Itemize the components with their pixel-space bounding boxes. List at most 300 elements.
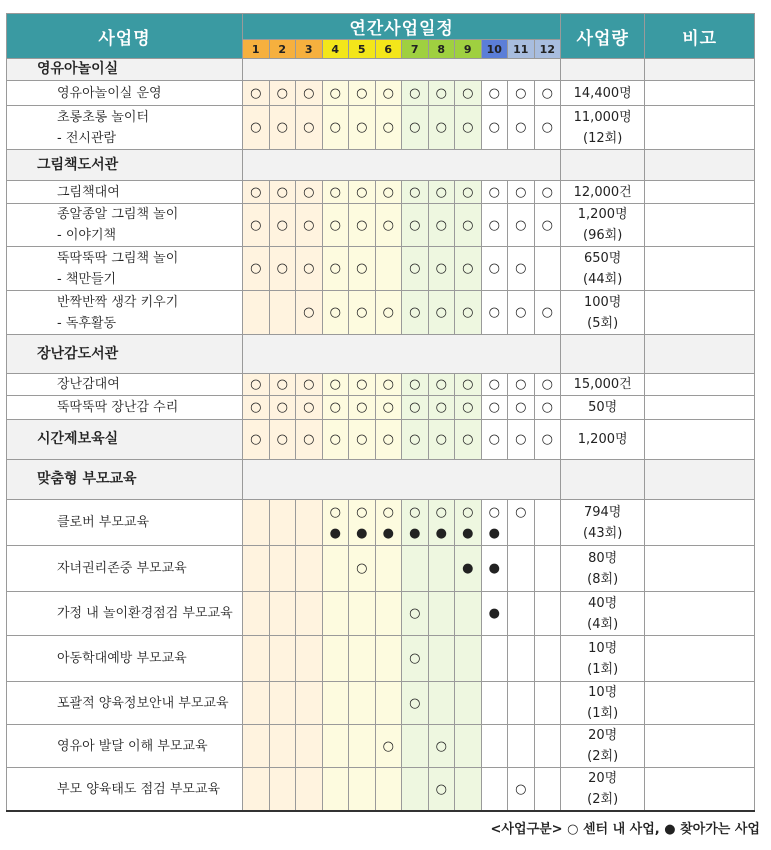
month-cell bbox=[375, 592, 402, 636]
center-mark: ○ bbox=[250, 400, 262, 415]
center-mark: ○ bbox=[276, 400, 288, 415]
month-cell bbox=[534, 106, 561, 150]
center-mark: ○ bbox=[303, 305, 315, 320]
month-cell bbox=[534, 768, 561, 812]
section-note-empty bbox=[645, 335, 755, 374]
month-cell bbox=[508, 725, 535, 768]
month-cell bbox=[455, 204, 482, 247]
month-cell bbox=[534, 291, 561, 335]
col-header-schedule: 연간사업일정 bbox=[243, 14, 561, 40]
note-cell bbox=[645, 592, 755, 636]
program-title: 아동학대예방 부모교육 bbox=[57, 651, 187, 666]
month-cell bbox=[508, 636, 535, 682]
section-row bbox=[7, 150, 755, 181]
quantity-cell bbox=[561, 546, 645, 592]
month-cell bbox=[322, 247, 349, 291]
month-cell bbox=[349, 204, 376, 247]
month-cell bbox=[322, 291, 349, 335]
center-mark: ○ bbox=[541, 184, 553, 200]
month-cell bbox=[402, 291, 429, 335]
section-fill bbox=[243, 59, 561, 81]
month-cell bbox=[481, 768, 508, 812]
month-cell bbox=[481, 396, 508, 420]
month-cell bbox=[243, 181, 270, 204]
section-title: 그림책도서관 bbox=[7, 150, 243, 181]
center-mark: ○ bbox=[409, 305, 421, 320]
month-cell bbox=[375, 181, 402, 204]
month-cell bbox=[534, 247, 561, 291]
center-mark: ○ bbox=[488, 400, 500, 415]
program-name bbox=[7, 374, 243, 396]
quantity-value: 10명 bbox=[588, 640, 618, 656]
month-cell bbox=[296, 768, 323, 812]
month-header: 4 bbox=[322, 40, 349, 59]
quantity-sessions: (1회) bbox=[587, 661, 619, 677]
center-mark: ○ bbox=[515, 432, 527, 447]
center-mark: ○ bbox=[462, 217, 474, 233]
month-cell bbox=[508, 768, 535, 812]
month-header: 10 bbox=[481, 40, 508, 59]
month-cell bbox=[375, 106, 402, 150]
note-cell bbox=[645, 247, 755, 291]
month-cell bbox=[269, 682, 296, 725]
center-mark: ○ bbox=[488, 261, 500, 276]
month-cell bbox=[402, 247, 429, 291]
table-row bbox=[7, 546, 755, 592]
quantity-cell bbox=[561, 204, 645, 247]
outreach-mark: ● bbox=[488, 525, 500, 541]
center-mark: ○ bbox=[303, 85, 315, 101]
section-row bbox=[7, 335, 755, 374]
quantity-cell bbox=[561, 636, 645, 682]
month-cell bbox=[322, 204, 349, 247]
month-cell bbox=[402, 181, 429, 204]
month-cell bbox=[322, 682, 349, 725]
center-mark: ○ bbox=[409, 261, 421, 276]
month-cell bbox=[534, 81, 561, 106]
outreach-mark: ● bbox=[356, 525, 368, 541]
center-mark: ○ bbox=[356, 432, 368, 447]
section-row bbox=[7, 59, 755, 81]
center-mark bbox=[296, 523, 322, 544]
center-mark: ○ bbox=[250, 217, 262, 233]
center-mark: ○ bbox=[329, 377, 341, 392]
section-note-empty bbox=[645, 150, 755, 181]
month-cell bbox=[269, 500, 296, 546]
month-cell bbox=[428, 374, 455, 396]
center-mark: ○ bbox=[435, 305, 447, 320]
quantity-value: 20명 bbox=[588, 771, 618, 786]
month-header: 8 bbox=[428, 40, 455, 59]
month-cell bbox=[375, 420, 402, 460]
month-header: 3 bbox=[296, 40, 323, 59]
month-cell bbox=[349, 420, 376, 460]
center-mark: ○ bbox=[382, 184, 394, 200]
quantity-value: 15,000건 bbox=[573, 377, 632, 392]
center-mark bbox=[243, 523, 269, 544]
month-cell bbox=[428, 81, 455, 106]
month-cell bbox=[428, 247, 455, 291]
month-cell bbox=[508, 204, 535, 247]
center-mark bbox=[296, 502, 322, 523]
month-cell bbox=[296, 682, 323, 725]
month-cell bbox=[428, 768, 455, 812]
program-name bbox=[7, 682, 243, 725]
month-cell bbox=[428, 181, 455, 204]
month-cell bbox=[455, 725, 482, 768]
month-cell bbox=[243, 725, 270, 768]
center-mark: ○ bbox=[409, 120, 421, 135]
table-row bbox=[7, 636, 755, 682]
month-cell bbox=[508, 682, 535, 725]
month-cell bbox=[243, 592, 270, 636]
month-cell bbox=[296, 81, 323, 106]
month-cell bbox=[349, 725, 376, 768]
center-mark: ○ bbox=[541, 120, 553, 135]
outreach-mark: ● bbox=[382, 525, 394, 541]
month-cell bbox=[375, 396, 402, 420]
month-cell bbox=[269, 106, 296, 150]
month-cell bbox=[534, 636, 561, 682]
center-mark: ○ bbox=[435, 738, 447, 754]
center-mark: ○ bbox=[382, 738, 394, 754]
program-title: 가정 내 놀이환경점검 부모교육 bbox=[57, 606, 233, 621]
center-mark: ○ bbox=[329, 400, 341, 415]
program-name bbox=[7, 725, 243, 768]
month-cell bbox=[428, 682, 455, 725]
center-mark: ○ bbox=[541, 377, 553, 392]
month-cell bbox=[243, 546, 270, 592]
month-cell bbox=[296, 725, 323, 768]
month-cell bbox=[296, 420, 323, 460]
month-cell bbox=[508, 396, 535, 420]
month-cell bbox=[322, 636, 349, 682]
note-cell bbox=[645, 204, 755, 247]
month-cell bbox=[349, 592, 376, 636]
center-mark: ○ bbox=[382, 305, 394, 320]
center-mark: ○ bbox=[435, 377, 447, 392]
table-row bbox=[7, 204, 755, 247]
center-mark: ○ bbox=[329, 85, 341, 101]
month-cell bbox=[455, 247, 482, 291]
center-mark: ○ bbox=[462, 85, 474, 101]
table-row bbox=[7, 682, 755, 725]
note-cell bbox=[645, 291, 755, 335]
month-cell bbox=[296, 204, 323, 247]
quantity-cell bbox=[561, 106, 645, 150]
section-qty-empty bbox=[561, 59, 645, 81]
section-fill bbox=[243, 460, 561, 500]
program-title: 클로버 부모교육 bbox=[57, 515, 150, 530]
program-name bbox=[7, 420, 243, 460]
month-cell bbox=[243, 396, 270, 420]
month-cell bbox=[402, 546, 429, 592]
month-cell bbox=[375, 682, 402, 725]
program-name bbox=[7, 636, 243, 682]
month-cell bbox=[455, 682, 482, 725]
center-mark: ○ bbox=[382, 217, 394, 233]
section-qty-empty bbox=[561, 460, 645, 500]
center-mark: ○ bbox=[276, 120, 288, 135]
month-cell bbox=[243, 291, 270, 335]
note-cell bbox=[645, 181, 755, 204]
outreach-mark: ● bbox=[488, 561, 500, 576]
month-cell bbox=[269, 374, 296, 396]
outreach-mark: ● bbox=[462, 525, 474, 541]
month-cell bbox=[508, 181, 535, 204]
center-mark: ○ bbox=[541, 305, 553, 320]
table-row bbox=[7, 592, 755, 636]
program-name bbox=[7, 204, 243, 247]
month-cell bbox=[349, 768, 376, 812]
month-header: 12 bbox=[534, 40, 561, 59]
month-header: 6 bbox=[375, 40, 402, 59]
center-mark: ○ bbox=[356, 504, 368, 520]
month-cell bbox=[322, 106, 349, 150]
month-cell bbox=[455, 81, 482, 106]
program-name bbox=[7, 291, 243, 335]
col-header-qty: 사업량 bbox=[561, 14, 645, 59]
center-mark: ○ bbox=[409, 217, 421, 233]
month-cell bbox=[322, 81, 349, 106]
center-mark: ○ bbox=[382, 432, 394, 447]
table-row bbox=[7, 181, 755, 204]
month-cell bbox=[349, 106, 376, 150]
month-cell bbox=[428, 500, 455, 546]
month-cell bbox=[375, 204, 402, 247]
center-mark: ○ bbox=[329, 120, 341, 135]
center-mark: ○ bbox=[515, 85, 527, 101]
outreach-mark: ● bbox=[435, 525, 447, 541]
month-cell bbox=[243, 374, 270, 396]
outreach-mark: ● bbox=[462, 561, 474, 576]
center-mark: ○ bbox=[250, 120, 262, 135]
quantity-sessions: (44회) bbox=[583, 271, 623, 287]
month-cell bbox=[508, 81, 535, 106]
program-subtitle: - 독후활동 bbox=[57, 315, 117, 331]
program-name bbox=[7, 592, 243, 636]
center-mark: ○ bbox=[462, 261, 474, 276]
outreach-mark: ● bbox=[329, 525, 341, 541]
center-mark: ○ bbox=[356, 400, 368, 415]
program-subtitle: - 전시관람 bbox=[57, 130, 117, 146]
center-mark bbox=[270, 502, 296, 523]
month-cell bbox=[269, 636, 296, 682]
month-cell bbox=[534, 374, 561, 396]
month-cell bbox=[296, 106, 323, 150]
note-cell bbox=[645, 500, 755, 546]
note-cell bbox=[645, 725, 755, 768]
center-mark: ○ bbox=[250, 432, 262, 447]
month-cell bbox=[243, 81, 270, 106]
month-cell bbox=[534, 500, 561, 546]
center-mark: ○ bbox=[435, 781, 447, 797]
month-cell bbox=[375, 81, 402, 106]
center-mark: ○ bbox=[488, 120, 500, 135]
quantity-sessions: (1회) bbox=[587, 706, 619, 721]
month-cell bbox=[534, 682, 561, 725]
program-title: 자녀권리존중 부모교육 bbox=[57, 561, 187, 576]
center-mark: ○ bbox=[462, 184, 474, 200]
quantity-cell bbox=[561, 682, 645, 725]
month-cell bbox=[455, 592, 482, 636]
center-mark: ○ bbox=[356, 184, 368, 200]
month-cell bbox=[269, 291, 296, 335]
month-cell bbox=[322, 768, 349, 812]
month-cell bbox=[508, 546, 535, 592]
month-cell bbox=[296, 396, 323, 420]
month-cell bbox=[375, 500, 402, 546]
center-mark: ○ bbox=[303, 432, 315, 447]
month-cell bbox=[534, 396, 561, 420]
month-cell bbox=[455, 396, 482, 420]
program-title: 장난감대여 bbox=[57, 377, 120, 392]
month-cell bbox=[243, 420, 270, 460]
center-mark: ○ bbox=[515, 377, 527, 392]
quantity-sessions: (43회) bbox=[583, 525, 623, 541]
center-mark: ○ bbox=[515, 781, 527, 797]
month-cell bbox=[296, 500, 323, 546]
program-title: 포괄적 양육정보안내 부모교육 bbox=[57, 695, 229, 711]
month-cell bbox=[296, 247, 323, 291]
program-title: 뚝딱뚝딱 그림책 놀이 bbox=[57, 250, 179, 266]
month-cell bbox=[508, 420, 535, 460]
center-mark: ○ bbox=[356, 561, 368, 576]
month-cell bbox=[428, 592, 455, 636]
month-cell bbox=[296, 374, 323, 396]
center-mark bbox=[508, 523, 534, 544]
month-cell bbox=[402, 106, 429, 150]
center-mark: ○ bbox=[329, 432, 341, 447]
month-cell bbox=[508, 106, 535, 150]
program-title: 영유아 발달 이해 부모교육 bbox=[57, 738, 208, 754]
center-mark: ○ bbox=[515, 217, 527, 233]
quantity-cell bbox=[561, 725, 645, 768]
outreach-mark: ● bbox=[409, 525, 421, 541]
center-mark: ○ bbox=[462, 305, 474, 320]
month-header: 5 bbox=[349, 40, 376, 59]
center-mark: ○ bbox=[409, 400, 421, 415]
month-cell bbox=[534, 420, 561, 460]
section-row bbox=[7, 460, 755, 500]
program-name bbox=[7, 106, 243, 150]
month-cell bbox=[296, 636, 323, 682]
month-cell bbox=[481, 725, 508, 768]
month-cell bbox=[508, 592, 535, 636]
section-qty-empty bbox=[561, 150, 645, 181]
month-cell bbox=[322, 592, 349, 636]
quantity-cell bbox=[561, 420, 645, 460]
quantity-value: 14,400명 bbox=[573, 85, 632, 101]
quantity-sessions: (2회) bbox=[587, 749, 619, 764]
table-row bbox=[7, 396, 755, 420]
month-cell bbox=[243, 106, 270, 150]
quantity-cell bbox=[561, 181, 645, 204]
center-mark: ○ bbox=[409, 695, 421, 711]
month-cell bbox=[481, 204, 508, 247]
section-title: 맞춤형 부모교육 bbox=[7, 460, 243, 500]
program-title: 그림책대여 bbox=[57, 184, 120, 200]
center-mark: ○ bbox=[488, 432, 500, 447]
month-cell bbox=[481, 291, 508, 335]
center-mark: ○ bbox=[435, 217, 447, 233]
month-cell bbox=[375, 291, 402, 335]
month-cell bbox=[508, 500, 535, 546]
program-title: 뚝딱뚝딱 장난감 수리 bbox=[57, 400, 179, 415]
col-header-name: 사업명 bbox=[7, 14, 243, 59]
center-mark: ○ bbox=[435, 85, 447, 101]
note-cell bbox=[645, 636, 755, 682]
month-cell bbox=[428, 636, 455, 682]
month-cell bbox=[455, 181, 482, 204]
month-header: 7 bbox=[402, 40, 429, 59]
month-cell bbox=[534, 181, 561, 204]
month-cell bbox=[481, 546, 508, 592]
month-cell bbox=[481, 374, 508, 396]
month-cell bbox=[243, 500, 270, 546]
month-cell bbox=[296, 546, 323, 592]
quantity-cell bbox=[561, 81, 645, 106]
center-mark: ○ bbox=[488, 184, 500, 200]
month-cell bbox=[269, 396, 296, 420]
center-mark: ○ bbox=[515, 305, 527, 320]
quantity-value: 20명 bbox=[588, 728, 618, 743]
month-cell bbox=[349, 247, 376, 291]
month-cell bbox=[375, 768, 402, 812]
center-mark: ○ bbox=[515, 184, 527, 200]
month-cell bbox=[375, 725, 402, 768]
center-mark: ○ bbox=[382, 85, 394, 101]
quantity-cell bbox=[561, 374, 645, 396]
quantity-cell bbox=[561, 592, 645, 636]
month-cell bbox=[349, 636, 376, 682]
center-mark: ○ bbox=[303, 120, 315, 135]
quantity-value: 80명 bbox=[588, 550, 618, 566]
program-name bbox=[7, 247, 243, 291]
month-cell bbox=[481, 500, 508, 546]
quantity-sessions: (4회) bbox=[587, 616, 619, 632]
quantity-value: 794명 bbox=[583, 504, 622, 520]
center-mark: ○ bbox=[435, 400, 447, 415]
quantity-value: 100명 bbox=[583, 294, 622, 310]
center-mark bbox=[270, 523, 296, 544]
month-cell bbox=[375, 374, 402, 396]
month-cell bbox=[402, 81, 429, 106]
month-cell bbox=[481, 106, 508, 150]
quantity-sessions: (96회) bbox=[583, 228, 623, 243]
quantity-cell bbox=[561, 768, 645, 812]
center-mark: ○ bbox=[409, 606, 421, 621]
section-note-empty bbox=[645, 460, 755, 500]
month-cell bbox=[455, 420, 482, 460]
program-name bbox=[7, 81, 243, 106]
program-title: 종알종알 그림책 놀이 bbox=[57, 207, 179, 222]
month-cell bbox=[269, 181, 296, 204]
program-subtitle: - 책만들기 bbox=[57, 271, 117, 287]
month-cell bbox=[534, 546, 561, 592]
note-cell bbox=[645, 420, 755, 460]
section-row bbox=[7, 420, 755, 460]
center-mark: ○ bbox=[303, 217, 315, 233]
month-cell bbox=[375, 546, 402, 592]
program-name bbox=[7, 500, 243, 546]
center-mark: ○ bbox=[356, 261, 368, 276]
month-cell bbox=[322, 420, 349, 460]
month-cell bbox=[375, 247, 402, 291]
outreach-mark: ● bbox=[488, 606, 500, 621]
month-cell bbox=[481, 181, 508, 204]
center-mark bbox=[535, 502, 561, 523]
